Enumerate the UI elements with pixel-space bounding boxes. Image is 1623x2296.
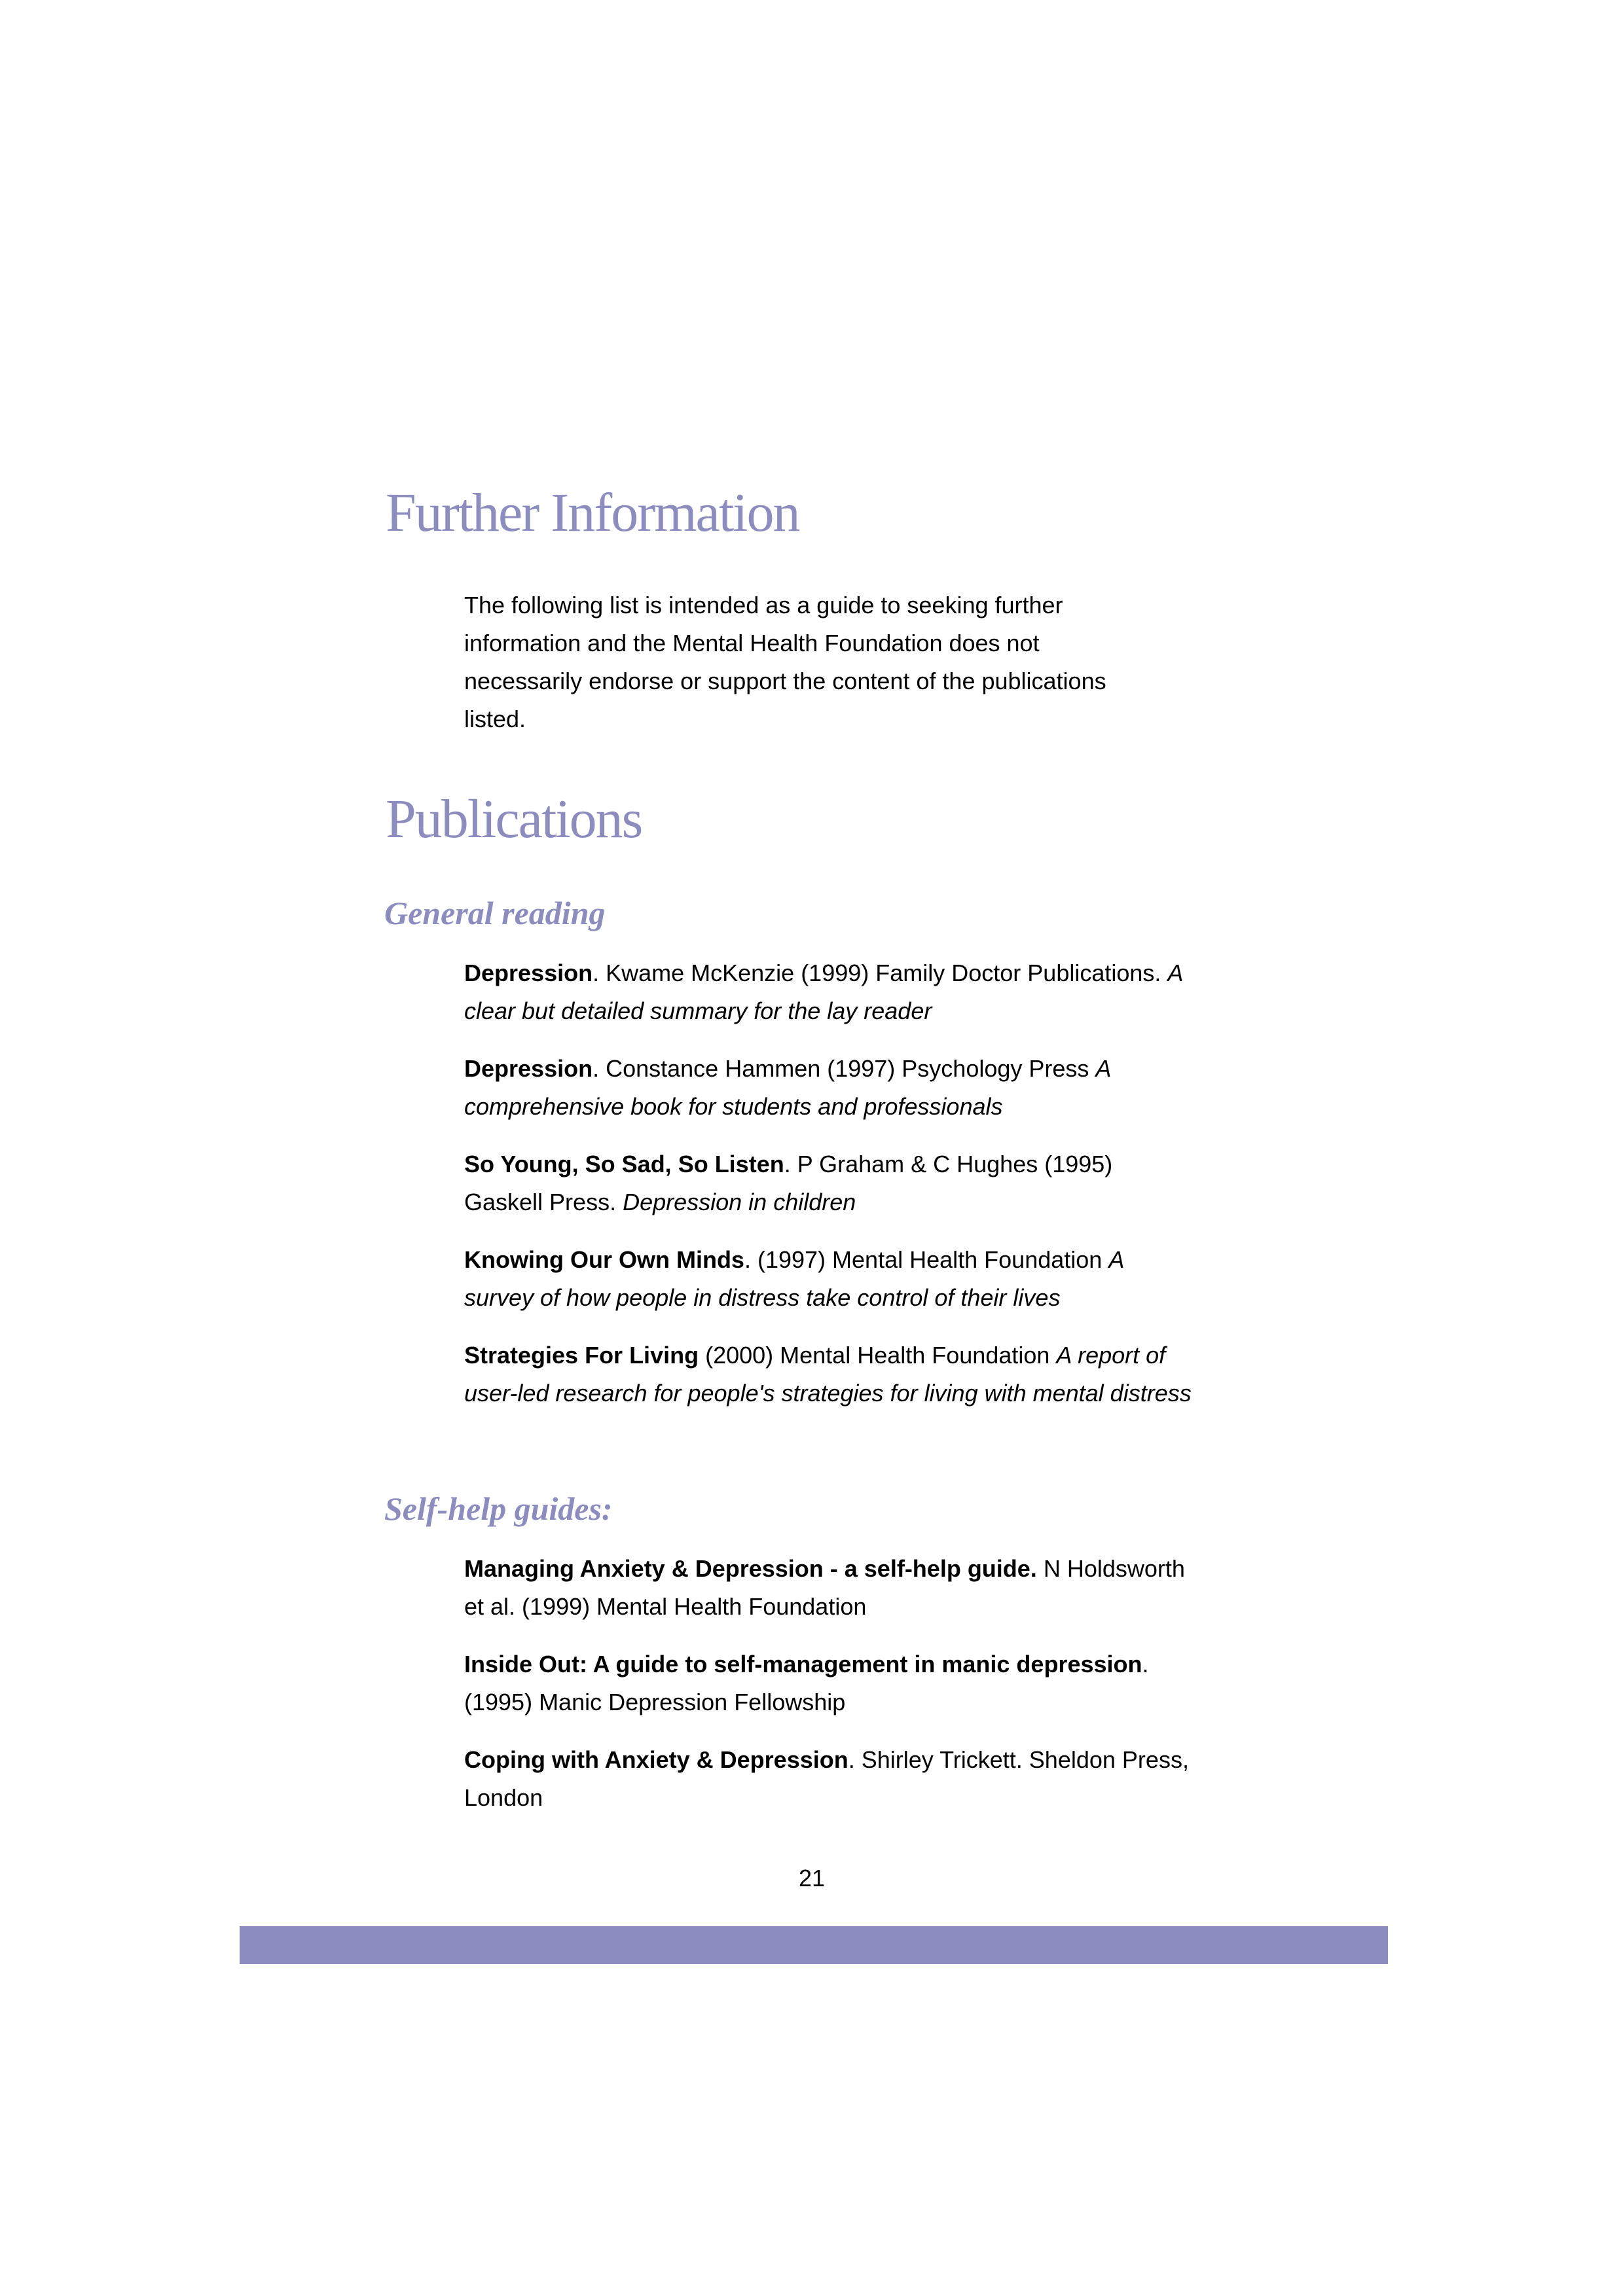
- publication-entry: [464, 1645, 1197, 1721]
- intro-line: listed.: [464, 706, 526, 732]
- publication-entry: [464, 1336, 1197, 1412]
- publication-entry: [464, 1550, 1197, 1626]
- publication-title: Depression: [464, 1055, 593, 1082]
- publication-description: Depression in children: [623, 1189, 856, 1215]
- publication-description: A report of user-led research for people's strategies for living with mental distress: [464, 1342, 1192, 1407]
- publication-entry: [464, 1741, 1197, 1817]
- publication-title: Coping with Anxiety & Depression: [464, 1746, 848, 1773]
- publication-entry: [464, 1241, 1197, 1317]
- publication-details: . Shirley Trickett. Sheldon Press, London: [464, 1746, 1189, 1811]
- publication-details: N Holdsworth et al. (1999) Mental Health Foundation: [464, 1555, 1185, 1620]
- publication-title: Inside Out: A guide to self-management in manic depression: [464, 1651, 1142, 1677]
- publication-title: Managing Anxiety & Depression - a self-help guide.: [464, 1555, 1037, 1582]
- publication-details: . (1995) Manic Depression Fellowship: [464, 1651, 1149, 1715]
- page-title: Further Information: [386, 482, 799, 543]
- publication-description: A comprehensive book for students and professionals: [464, 1055, 1111, 1120]
- publication-title: Depression: [464, 960, 593, 986]
- intro-line: necessarily endorse or support the content of the publications: [464, 668, 1106, 694]
- publication-details: . Kwame McKenzie (1999) Family Doctor Publications.: [593, 960, 1168, 986]
- section-title-publications: Publications: [386, 789, 642, 850]
- page-number: 21: [798, 1865, 826, 1892]
- publication-details: (2000) Mental Health Foundation: [699, 1342, 1057, 1369]
- publication-title: Knowing Our Own Minds: [464, 1246, 744, 1273]
- publication-details: . Constance Hammen (1997) Psychology Press: [593, 1055, 1096, 1082]
- publication-title: So Young, So Sad, So Listen: [464, 1151, 784, 1177]
- subsection-title-general-reading: General reading: [384, 895, 606, 931]
- general-reading-list: [464, 954, 1197, 1412]
- publication-title: Strategies For Living: [464, 1342, 699, 1369]
- intro-line: The following list is intended as a guide to seeking further: [464, 592, 1063, 619]
- intro-paragraph: [464, 586, 1197, 738]
- intro-line: information and the Mental Health Foundation does not: [464, 630, 1040, 656]
- publication-details: . P Graham & C Hughes (1995) Gaskell Press.: [464, 1151, 1113, 1215]
- footer-bar: [240, 1926, 1388, 1964]
- publication-entry: [464, 1145, 1197, 1221]
- publication-description: A survey of how people in distress take control of their lives: [464, 1246, 1123, 1311]
- subsection-title-self-help-guides: Self-help guides:: [384, 1490, 613, 1527]
- publication-entry: [464, 954, 1197, 1030]
- publication-details: . (1997) Mental Health Foundation: [744, 1246, 1109, 1273]
- publication-description: A clear but detailed summary for the lay reader: [464, 960, 1183, 1024]
- self-help-list: [464, 1550, 1197, 1817]
- publication-entry: [464, 1050, 1197, 1126]
